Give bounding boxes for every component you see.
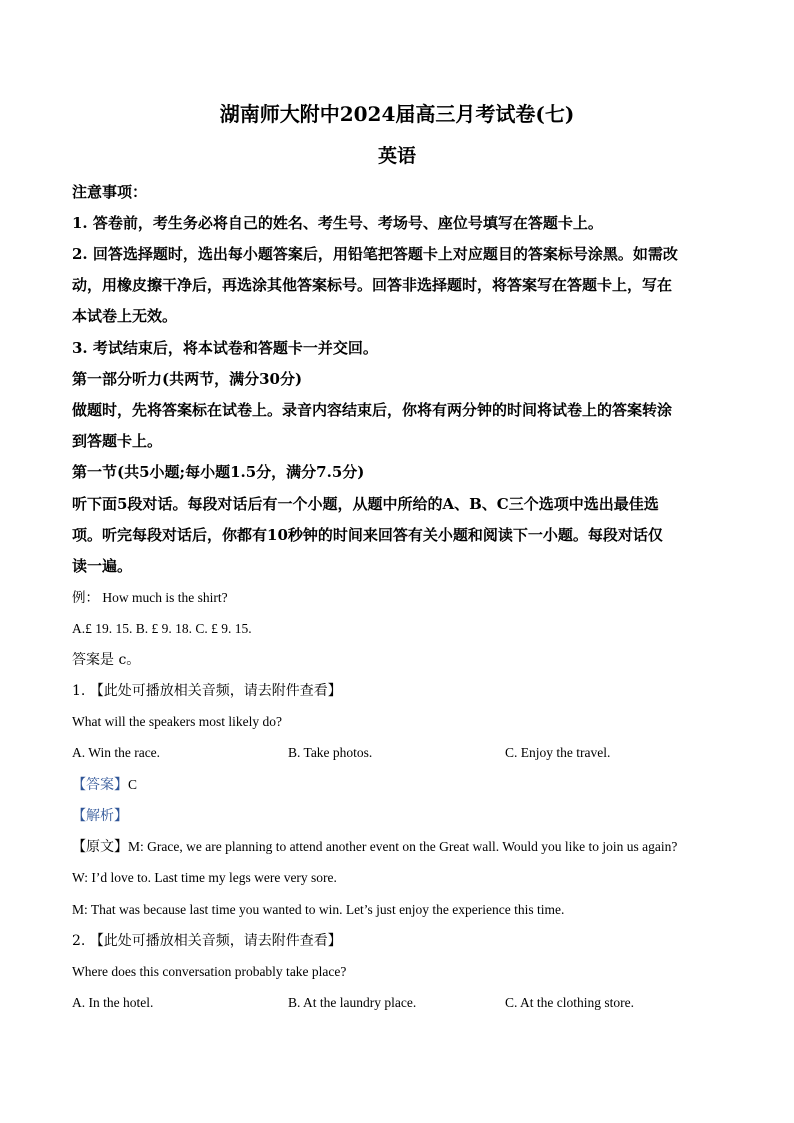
- q1-options: [72, 743, 722, 763]
- document-title: 湖南师大附中2024届高三月考试卷(七): [219, 102, 575, 126]
- section1-instruction-line-2: 项。听完每段对话后，你都有10秒钟的时间来回答有关小题和阅读下一小题。每段对话仅: [72, 526, 663, 544]
- notes-heading: 注意事项：: [72, 183, 148, 201]
- section1-instruction-line-1: 听下面5段对话。每段对话后有一个小题，从题中所给的A、B、C三个选项中选出最佳选: [72, 495, 659, 513]
- q1-original-text-1: M: Grace, we are planning to attend another event on the Great wall. Would you like to join us again?: [128, 839, 678, 854]
- section1-instruction-line-3: 读一遍。: [72, 557, 133, 575]
- q1-option-c: C. Enjoy the travel.: [505, 745, 611, 760]
- q2-number: 2. 【此处可播放相关音频，请去附件查看】: [72, 933, 342, 949]
- original-tag: 【原文】: [72, 839, 128, 855]
- q1-question: What will the speakers most likely do?: [72, 714, 282, 729]
- notes-item-1: 1. 答卷前，考生务必将自己的姓名、考生号、考场号、座位号填写在答题卡上。: [72, 214, 603, 232]
- q1-answer: C: [128, 777, 138, 792]
- q1-option-a: A. Win the race.: [72, 745, 161, 760]
- part1-instruction-line-2: 到答题卡上。: [72, 432, 163, 450]
- example-question: 例： How much is the shirt?: [72, 590, 228, 605]
- notes-item-3: 3. 考试结束后，将本试卷和答题卡一并交回。: [72, 339, 378, 357]
- answer-tag: 【答案】: [72, 777, 128, 793]
- notes-item-2-line-1: 2. 回答选择题时，选出每小题答案后，用铅笔把答题卡上对应题目的答案标号涂黑。如需改: [72, 245, 678, 263]
- q1-original-line-3: M: That was because last time you wanted to win. Let’s just enjoy the experience this time.: [72, 902, 565, 917]
- analysis-tag: 【解析】: [72, 808, 128, 824]
- example-options: A.£ 19. 15. B. £ 9. 18. C. £ 9. 15.: [72, 621, 252, 636]
- q1-answer-row: [72, 775, 722, 795]
- q1-option-b: B. Take photos.: [288, 745, 373, 760]
- q2-question: Where does this conversation probably take place?: [72, 964, 347, 979]
- part1-instruction-line-1: 做题时，先将答案标在试卷上。录音内容结束后，你将有两分钟的时间将试卷上的答案转涂: [72, 401, 673, 419]
- q1-number: 1. 【此处可播放相关音频，请去附件查看】: [72, 683, 342, 699]
- document-subtitle: 英语: [377, 145, 416, 167]
- q2-option-c: C. At the clothing store.: [505, 995, 634, 1010]
- example-answer: 答案是 c。: [72, 652, 141, 668]
- q2-option-b: B. At the laundry place.: [288, 995, 417, 1010]
- q1-original-line-2: W: I’d love to. Last time my legs were very sore.: [72, 870, 337, 885]
- q1-original-line-1: [72, 837, 722, 857]
- part1-heading: 第一部分听力(共两节，满分30分): [72, 370, 303, 388]
- q2-option-a: A. In the hotel.: [72, 995, 154, 1010]
- q2-options: [72, 993, 722, 1013]
- notes-item-2-line-3: 本试卷上无效。: [72, 307, 178, 325]
- section1-heading: 第一节(共5小题;每小题1.5分，满分7.5分): [72, 463, 365, 481]
- notes-item-2-line-2: 动，用橡皮擦干净后，再选涂其他答案标号。回答非选择题时，将答案写在答题卡上，写在: [72, 276, 673, 294]
